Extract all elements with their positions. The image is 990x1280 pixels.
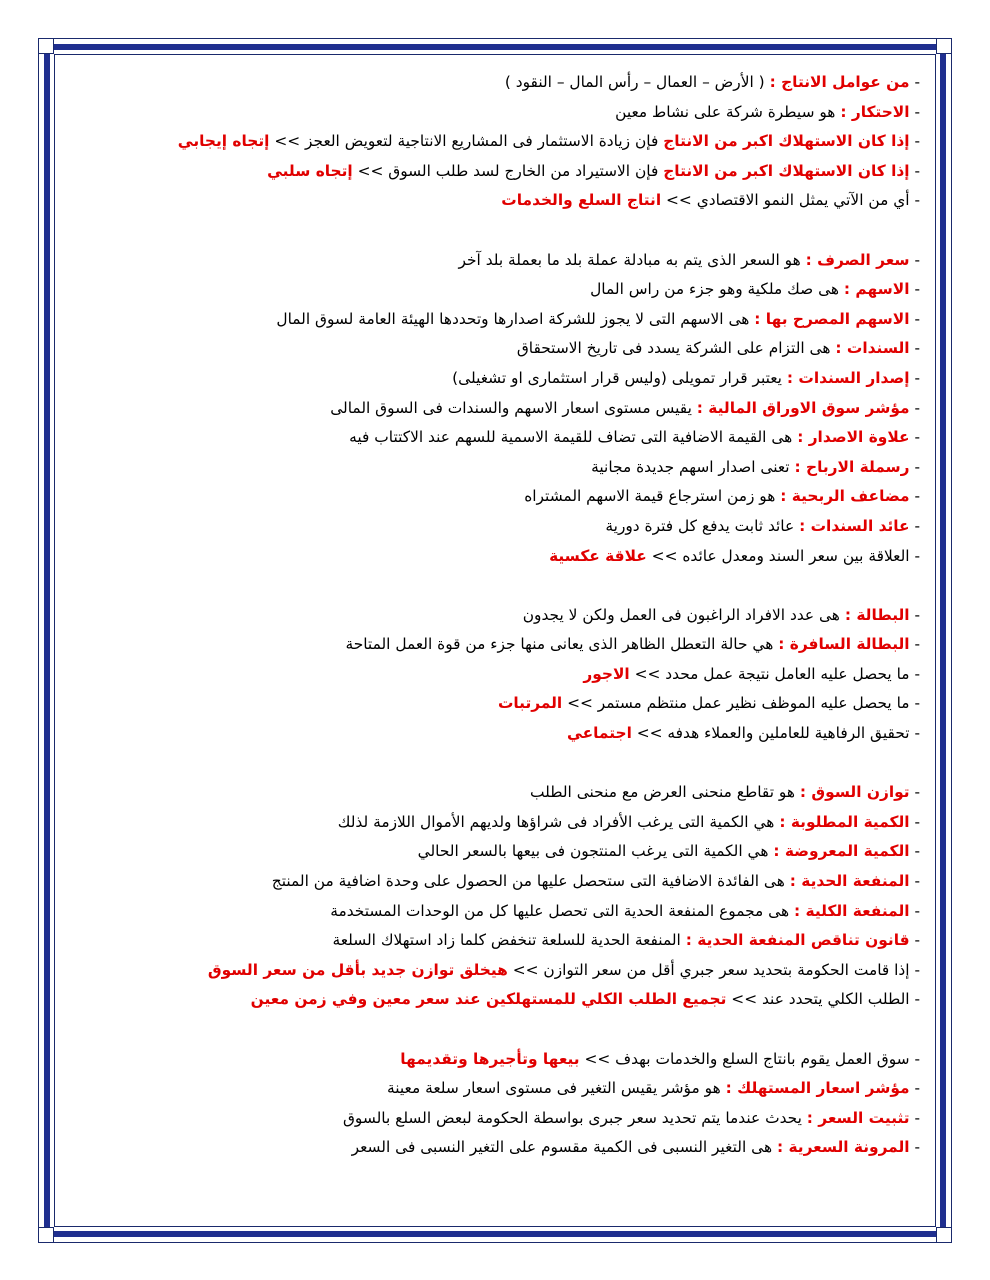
term-label: البطالة : (844, 605, 910, 624)
bullet-dash: - (909, 694, 920, 713)
definition-line (60, 926, 920, 956)
definition-line (60, 512, 920, 542)
bullet-dash: - (909, 931, 920, 950)
bullet-dash: - (909, 872, 920, 891)
definition-text: سوق العمل يقوم بانتاج السلع والخدمات بهدف >> (579, 1049, 910, 1068)
definition-text: المنفعة الحدية للسلعة تنخفض كلما زاد استهلاك السلعة (332, 931, 686, 950)
section-gap (60, 216, 920, 246)
definition-line (60, 956, 920, 986)
definition-line (60, 719, 920, 749)
section-gap (60, 571, 920, 601)
bullet-dash: - (909, 605, 920, 624)
bullet-dash: - (909, 398, 920, 417)
term-label: مؤشر سوق الاوراق المالية : (696, 398, 910, 417)
definition-text: هى القيمة الاضافية التى تضاف للقيمة الاسمية للسهم عند الاكتتاب فيه (349, 428, 798, 447)
bullet-dash: - (909, 309, 920, 328)
definition-text: هى مجموع المنفعة الحدية التى تحصل عليها كل من الوحدات المستخدمة (330, 901, 795, 920)
definition-text: فإن الاستيراد من الخارج لسد طلب السوق >> (352, 161, 664, 180)
definition-line (60, 423, 920, 453)
bullet-dash: - (909, 487, 920, 506)
term-label: السندات : (835, 339, 910, 358)
definition-text: هى عدد الافراد الراغبون فى العمل ولكن لا يجدون (522, 605, 845, 624)
definition-text: تعنى اصدار اسهم جديدة مجانية (591, 457, 795, 476)
term-label: إصدار السندات : (786, 368, 910, 387)
definition-line (60, 246, 920, 276)
term-label: الاسهم المصرح بها : (754, 309, 910, 328)
term-label: الاحتكار : (840, 102, 910, 121)
term-label: رسملة الارباح : (794, 457, 910, 476)
definition-line (60, 453, 920, 483)
definition-line (60, 601, 920, 631)
term-label: مضاعف الربحية : (780, 487, 910, 506)
bullet-dash: - (909, 1079, 920, 1098)
bullet-dash: - (909, 132, 920, 151)
definition-line (60, 867, 920, 897)
definition-text: فإن زيادة الاستثمار فى المشاريع الانتاجية لتعويض العجز >> (269, 132, 664, 151)
bullet-dash: - (909, 339, 920, 358)
definition-line (60, 778, 920, 808)
answer-text: بيعها وتأجيرها وتقديمها (400, 1049, 580, 1068)
answer-text: الاجور (583, 664, 630, 683)
definition-text: إذا قامت الحكومة بتحديد سعر جبري أقل من سعر التوازن >> (507, 960, 910, 979)
term-label: من عوامل الانتاج : (769, 73, 910, 91)
definition-text: عائد ثابت يدفع كل فترة دورية (605, 516, 800, 535)
bullet-dash: - (909, 1049, 920, 1068)
definition-line (60, 394, 920, 424)
bullet-dash: - (909, 250, 920, 269)
definition-line (60, 305, 920, 335)
term-label: قانون تناقص المنفعة الحدية : (685, 931, 910, 950)
bullet-dash: - (909, 457, 920, 476)
definition-line (60, 630, 920, 660)
answer-text: اجتماعي (567, 724, 632, 743)
definition-text: هو زمن استرجاع قيمة الاسهم المشتراه (524, 487, 781, 506)
definition-text: ( الأرض – العمال – رأس المال – النقود ) (504, 73, 770, 91)
answer-text: إتجاه سلبي (267, 161, 353, 180)
definition-line (60, 482, 920, 512)
definition-text: هى الاسهم التى لا يجوز للشركة اصدارها وتحددها الهيئة العامة لسوق المال (276, 309, 755, 328)
term-label: توازن السوق : (799, 783, 910, 802)
answer-text: إتجاه إيجابي (177, 132, 270, 151)
bullet-dash: - (909, 664, 920, 683)
definition-text: هى الفائدة الاضافية التى ستحصل عليها من الحصول على وحدة اضافية من المنتج (271, 872, 790, 891)
term-label: المنفعة الكلية : (794, 901, 910, 920)
definition-line (60, 364, 920, 394)
definition-text: ما يحصل عليه العامل نتيجة عمل محدد >> (629, 664, 910, 683)
definition-line (60, 542, 920, 572)
term-label: عائد السندات : (799, 516, 910, 535)
definition-line (60, 68, 920, 98)
border-corner-top-left (38, 38, 54, 54)
bullet-dash: - (909, 280, 920, 299)
bullet-dash: - (909, 1138, 920, 1157)
definition-text: هو تقاطع منحنى العرض مع منحنى الطلب (530, 783, 800, 802)
bullet-dash: - (909, 102, 920, 121)
term-label: تثبيت السعر : (806, 1108, 910, 1127)
document-body (60, 68, 920, 1163)
definition-line (60, 689, 920, 719)
definition-text: هي الكمية التى يرغب المنتجون فى بيعها بالسعر الحالي (417, 842, 774, 861)
definition-line (60, 98, 920, 128)
term-label: المنفعة الحدية : (789, 872, 910, 891)
bullet-dash: - (909, 428, 920, 447)
definition-text: هى التزام على الشركة يسدد فى تاريخ الاستحقاق (516, 339, 836, 358)
definition-line (60, 1074, 920, 1104)
definition-text: هي حالة التعطل الظاهر الذى يعانى منها جزء من قوة العمل المتاحة (345, 635, 779, 654)
bullet-dash: - (909, 901, 920, 920)
definition-line (60, 186, 920, 216)
definition-line (60, 660, 920, 690)
bullet-dash: - (909, 724, 920, 743)
definition-text: يعتبر قرار تمويلى (وليس قرار استثمارى او تشغيلى) (452, 368, 787, 387)
definition-text: يحدث عندما يتم تحديد سعر جبرى بواسطة الحكومة لبعض السلع بالسوق (342, 1108, 807, 1127)
section-gap (60, 1015, 920, 1045)
definition-line (60, 1133, 920, 1163)
answer-text: علاقة عكسية (549, 546, 647, 565)
definition-line (60, 808, 920, 838)
bullet-dash: - (909, 1108, 920, 1127)
bullet-dash: - (909, 73, 920, 91)
bullet-dash: - (909, 161, 920, 180)
answer-text: المرتبات (497, 694, 563, 713)
answer-text: هيخلق توازن جديد بأقل من سعر السوق (207, 960, 508, 979)
term-label: علاوة الاصدار : (797, 428, 910, 447)
definition-line (60, 985, 920, 1015)
term-label: البطالة السافرة : (778, 635, 910, 654)
definition-line (60, 127, 920, 157)
definition-line (60, 157, 920, 187)
definition-line (60, 837, 920, 867)
term-label: الاسهم : (843, 280, 910, 299)
bullet-dash: - (909, 990, 920, 1009)
bullet-dash: - (909, 191, 920, 210)
bullet-dash: - (909, 842, 920, 861)
term-label: المرونة السعرية : (776, 1138, 910, 1157)
answer-text: تجميع الطلب الكلي للمستهلكين عند سعر معين وفي زمن معين (250, 990, 727, 1009)
definition-text: هي الكمية التى يرغب الأفراد فى شراؤها ولديهم الأموال اللازمة لذلك (337, 812, 780, 831)
definition-text: ما يحصل عليه الموظف نظير عمل منتظم مستمر >> (562, 694, 910, 713)
section-gap (60, 749, 920, 779)
definition-text: أي من الآتي يمثل النمو الاقتصادي >> (661, 191, 910, 210)
definition-text: يقيس مستوى اسعار الاسهم والسندات فى السوق المالى (330, 398, 697, 417)
definition-line (60, 1045, 920, 1075)
bullet-dash: - (909, 812, 920, 831)
definition-text: هى صك ملكية وهو جزء من راس المال (590, 280, 844, 299)
bullet-dash: - (909, 368, 920, 387)
term-label: مؤشر اسعار المستهلك : (725, 1079, 910, 1098)
border-corner-top-right (936, 38, 952, 54)
border-corner-bottom-left (38, 1227, 54, 1243)
bullet-dash: - (909, 960, 920, 979)
definition-text: هو السعر الذى يتم به مبادلة عملة بلد ما بعملة بلد آخر (458, 250, 806, 269)
term-label: الكمية المعروضة : (773, 842, 910, 861)
bullet-dash: - (909, 516, 920, 535)
border-corner-bottom-right (936, 1227, 952, 1243)
definition-text: تحقيق الرفاهية للعاملين والعملاء هدفه >> (631, 724, 910, 743)
term-label: إذا كان الاستهلاك اكبر من الانتاج (663, 132, 910, 151)
term-label: سعر الصرف : (805, 250, 910, 269)
definition-line (60, 275, 920, 305)
definition-text: العلاقة بين سعر السند ومعدل عائده >> (646, 546, 910, 565)
definition-text: الطلب الكلي يتحدد عند >> (726, 990, 910, 1009)
definition-line (60, 897, 920, 927)
term-label: إذا كان الاستهلاك اكبر من الانتاج (663, 161, 910, 180)
definition-text: هو سيطرة شركة على نشاط معين (615, 102, 841, 121)
definition-line (60, 334, 920, 364)
bullet-dash: - (909, 635, 920, 654)
bullet-dash: - (909, 546, 920, 565)
term-label: الكمية المطلوبة : (779, 812, 910, 831)
definition-text: هى التغير النسبى فى الكمية مقسوم على التغير النسبى فى السعر (351, 1138, 777, 1157)
definition-line (60, 1104, 920, 1134)
bullet-dash: - (909, 783, 920, 802)
answer-text: انتاج السلع والخدمات (501, 191, 662, 210)
definition-text: هو مؤشر يقيس التغير فى مستوى اسعار سلعة معينة (387, 1079, 726, 1098)
